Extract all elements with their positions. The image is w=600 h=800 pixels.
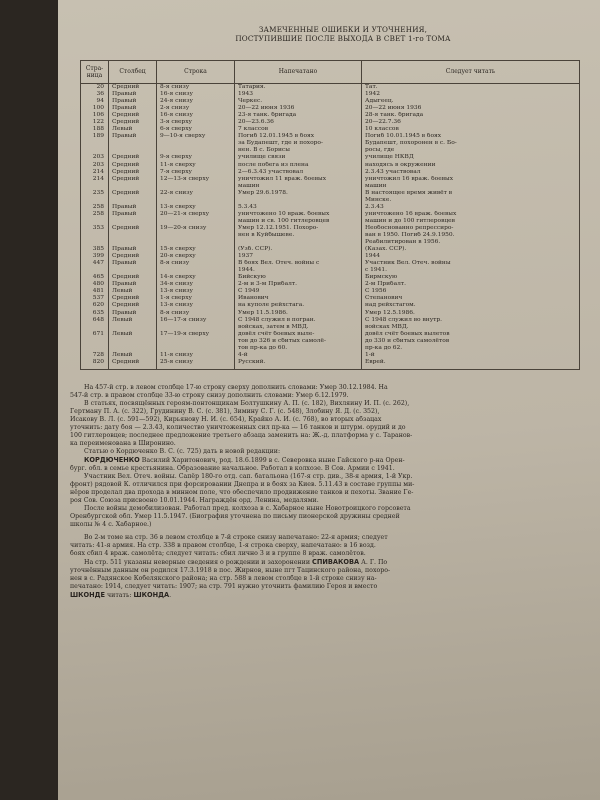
cell-page: 353: [81, 225, 109, 232]
cell-col: Средний: [109, 154, 157, 161]
table-row: [81, 218, 580, 225]
cell-line: 25-я снизу: [157, 359, 235, 370]
note-line: После войны демобилизован. Работал пред. колхоза в с. Хабарное ныне Новотроицкого горсовета: [84, 505, 411, 512]
cell-correct: (Казах. ССР).: [362, 246, 580, 253]
cell-printed: 2—6.3.43 участвовал: [235, 169, 362, 176]
note-line: В статьях, посвящённых героям-понтонщикам Болтушкину А. П. (с. 182), Вихляину И. П. (с. 262),: [84, 400, 410, 407]
cell-printed: Умер 12.12.1951. Похоро-: [235, 225, 362, 232]
table-row: [81, 288, 580, 295]
cell-col: Средний: [109, 84, 157, 92]
cell-printed: Иванович: [235, 295, 362, 302]
cell-col: Левый: [109, 317, 157, 324]
cell-printed: 5.3.43: [235, 204, 362, 211]
cell-line: [157, 338, 235, 345]
cell-correct: уничтожил 16 враж. боевых: [362, 176, 580, 183]
cell-printed: 20—23.6.36: [235, 119, 362, 126]
note-line: нёров проделал два прохода в минном поле, что обеспечило продвижение танков и пехоты. Звание Ге-: [70, 489, 414, 496]
cell-page: 189: [81, 133, 109, 140]
cell-col: Правый: [109, 246, 157, 253]
cell-page: 214: [81, 169, 109, 176]
cell-page: 399: [81, 253, 109, 260]
table-row: [81, 162, 580, 169]
errata-body: [81, 84, 580, 370]
cell-page: 122: [81, 119, 109, 126]
cell-page: [81, 140, 109, 147]
cell-page: [81, 218, 109, 225]
cell-line: 11-я сверху: [157, 162, 235, 169]
cell-correct: ван в 1950. Погиб 24.9.1950.: [362, 232, 580, 239]
cell-line: [157, 140, 235, 147]
cell-printed: Черкес.: [235, 98, 362, 105]
cell-printed: довёл счёт боевых выле-: [235, 331, 362, 338]
cell-line: 2-я снизу: [157, 105, 235, 112]
note-line: фронт) рядовой К. отличился при форсировании Днепра и в боях за Киев. 5.11.43 в составе группы ми-: [70, 481, 415, 488]
cell-correct: 1-й: [362, 352, 580, 359]
note-line: читать: 41-я армия. На стр. 338 в правом столбце, 1-я строка сверху, напечатано: в 16 возд.: [70, 542, 376, 549]
cell-col: [109, 345, 157, 352]
table-row: [81, 345, 580, 352]
cell-printed: тов пр-ка до 60.: [235, 345, 362, 352]
cell-correct: Участник Вел. Отеч. войны: [362, 260, 580, 267]
cell-col: [109, 267, 157, 274]
cell-correct: войсках МВД.: [362, 324, 580, 331]
table-row: [81, 112, 580, 119]
table-row: [81, 84, 580, 92]
table-row: [81, 295, 580, 302]
cell-printed: 4-й: [235, 352, 362, 359]
cell-printed: уничтожено 10 враж. боевых: [235, 211, 362, 218]
table-row: [81, 190, 580, 197]
table-row: [81, 133, 580, 140]
note-line: Исакову В. Л. (с. 591—592), Кирьянову Н. И. (с. 654), Крайко А. И. (с. 768), во вторых абзацах: [70, 416, 382, 423]
cell-correct: Реабилитирован в 1956.: [362, 239, 580, 246]
cell-page: 620: [81, 302, 109, 309]
cell-correct: находясь в окружении: [362, 162, 580, 169]
cell-col: Левый: [109, 126, 157, 133]
cell-col: Правый: [109, 98, 157, 105]
cell-correct: Погиб 10.01.1945 в боях: [362, 133, 580, 140]
cell-printed: уничтожил 11 враж. боевых: [235, 176, 362, 183]
cell-col: Правый: [109, 91, 157, 98]
table-row: [81, 274, 580, 281]
cell-line: 7-я сверху: [157, 169, 235, 176]
note-line: печатано: 1914, следует читать: 1907; на стр. 791 нужно уточнить фамилию Героя и вместо: [70, 583, 378, 590]
cell-correct: 2-м Прибалт.: [362, 281, 580, 288]
note-line: роя Сов. Союза присвоено 10.01.1944. Награждён орд. Ленина, медалями.: [70, 497, 319, 504]
note-line: На 457-й стр. в левом столбце 17-ю строку сверху дополнить словами: Умер 30.12.1984. На: [84, 384, 388, 391]
cell-correct: Бирмскую: [362, 274, 580, 281]
cell-line: 24-я снизу: [157, 98, 235, 105]
cell-line: 17—19-я сверху: [157, 331, 235, 338]
note-line: Во 2-м томе на стр. 36 в левом столбце в 7-й строке снизу напечатано: 22-я армия; следует: [84, 534, 388, 541]
cell-line: [157, 147, 235, 154]
cell-col: Средний: [109, 302, 157, 309]
table-row: [81, 359, 580, 370]
table-row: [81, 98, 580, 105]
cell-page: [81, 239, 109, 246]
cell-printed: Татария.: [235, 84, 362, 92]
note-line: уточнить: дату боя — 2.3.43, количество уничтоженных сил пр-ка — 16 танков и штурм. орудий и до: [70, 424, 406, 431]
cell-printed: войсках, затем в МВД.: [235, 324, 362, 331]
cell-correct: машин и до 100 гитлеровцев: [362, 218, 580, 225]
cell-correct: 1942: [362, 91, 580, 98]
cell-col: Средний: [109, 359, 157, 370]
cell-printed: С 1949: [235, 288, 362, 295]
cell-printed: 2-м и 3-м Прибалт.: [235, 281, 362, 288]
table-row: [81, 197, 580, 204]
cell-page: 214: [81, 176, 109, 183]
cell-page: 258: [81, 211, 109, 218]
cell-printed: 1937: [235, 253, 362, 260]
cell-correct: уничтожено 16 враж. боевых: [362, 211, 580, 218]
cell-line: 6-я сверху: [157, 126, 235, 133]
cell-correct: росы, где: [362, 147, 580, 154]
cell-page: 480: [81, 281, 109, 288]
table-row: [81, 126, 580, 133]
cell-col: Средний: [109, 162, 157, 169]
note-line: ка переименована в Широнино.: [70, 440, 176, 447]
cell-line: [157, 267, 235, 274]
cell-page: [81, 147, 109, 154]
cell-col: [109, 232, 157, 239]
cell-printed: тов до 326 и сбитых самолё-: [235, 338, 362, 345]
table-row: [81, 239, 580, 246]
cell-page: 203: [81, 154, 109, 161]
table-row: [81, 331, 580, 338]
cell-page: 465: [81, 274, 109, 281]
cell-line: 13-я снизу: [157, 302, 235, 309]
cell-line: 16—17-я снизу: [157, 317, 235, 324]
note-line: Участник Вел. Отеч. войны. Сапёр 180-го отд. сап. батальона (167-я стр. див., 38-я армия, 1-й Укр.: [84, 473, 413, 480]
table-row: [81, 352, 580, 359]
cell-correct: училище НКВД: [362, 154, 580, 161]
column-header: Напечатано: [235, 61, 362, 84]
cell-page: [81, 324, 109, 331]
cell-correct: Необоснованно репрессиро-: [362, 225, 580, 232]
note-line: 547-й стр. в правом столбце 33-ю строку снизу дополнить словами: Умер 6.12.1979.: [70, 392, 349, 399]
cell-line: 16-я снизу: [157, 112, 235, 119]
cell-printed: Умер 29.6.1978.: [235, 190, 362, 197]
table-row: [81, 119, 580, 126]
cell-correct: машин: [362, 183, 580, 190]
column-header: Строка: [157, 61, 235, 84]
cell-printed: после побега из плена: [235, 162, 362, 169]
cell-col: Правый: [109, 281, 157, 288]
cell-printed: на куполе рейхстага.: [235, 302, 362, 309]
page-header: [208, 26, 478, 43]
note-line: КОРДЮЧЕНКО Василий Харитонович, род. 18.6.1899 в с. Северовка ныне Гайского р-на Орен-: [84, 456, 405, 464]
header-line-1: ЗАМЕЧЕННЫЕ ОШИБКИ И УТОЧНЕНИЯ,: [258, 25, 428, 34]
note-line: боях сбил 4 враж. самолёта; следует читать: сбил лично 3 и в группе 8 враж. самолётов.: [70, 550, 366, 557]
cell-line: [157, 345, 235, 352]
cell-printed: за Будапешт, где и похоро-: [235, 140, 362, 147]
cell-col: Средний: [109, 274, 157, 281]
cell-col: [109, 183, 157, 190]
header-line-2: ПОСТУПИВШИЕ ПОСЛЕ ВЫХОДА В СВЕТ 1-го ТОМА: [235, 33, 451, 43]
cell-col: [109, 338, 157, 345]
table-row: [81, 260, 580, 267]
cell-correct: Степанович: [362, 295, 580, 302]
cell-correct: Будапешт, похоронен в с. Бо-: [362, 140, 580, 147]
cell-printed: С 1948 служил в погран.: [235, 317, 362, 324]
cell-line: 15-я сверху: [157, 246, 235, 253]
table-row: [81, 246, 580, 253]
errata-header-row: [81, 61, 580, 84]
cell-col: [109, 140, 157, 147]
cell-page: 635: [81, 310, 109, 317]
note-line: уточнённым данным он родился 17.3.1918 в пос. Жирнов, ныне пгт Тацинского района, похоро-: [70, 567, 391, 574]
cell-col: Средний: [109, 112, 157, 119]
table-row: [81, 281, 580, 288]
note-line: На стр. 511 указаны неверные сведения о рождении и захоронении СПИВАКОВА А. Г. По: [84, 558, 388, 566]
cell-correct: 2.3.43 участвовал: [362, 169, 580, 176]
cell-line: [157, 197, 235, 204]
cell-page: [81, 338, 109, 345]
cell-line: 9—10-я сверху: [157, 133, 235, 140]
book-page: [58, 0, 600, 800]
cell-line: 22-я снизу: [157, 190, 235, 197]
cell-col: [109, 239, 157, 246]
table-row: [81, 232, 580, 239]
cell-col: Средний: [109, 169, 157, 176]
cell-correct: Адыгеец.: [362, 98, 580, 105]
cell-col: Средний: [109, 295, 157, 302]
table-row: [81, 211, 580, 218]
cell-printed: машин и св. 100 гитлеровцев: [235, 218, 362, 225]
cell-printed: 20—22 июня 1936: [235, 105, 362, 112]
cell-line: 8-я снизу: [157, 84, 235, 92]
cell-col: Левый: [109, 288, 157, 295]
cell-printed: Погиб 12.01.1945 в боях: [235, 133, 362, 140]
cell-page: [81, 345, 109, 352]
cell-correct: Минске.: [362, 197, 580, 204]
cell-col: [109, 218, 157, 225]
table-row: [81, 324, 580, 331]
cell-printed: Русский.: [235, 359, 362, 370]
cell-correct: 28-я танк. бригада: [362, 112, 580, 119]
note-line: бург. обл. в семье крестьянина. Образование начальное. Работал в колхозе. В Сов. Армии с 1941.: [70, 465, 395, 472]
cell-col: Правый: [109, 133, 157, 140]
cell-line: [157, 218, 235, 225]
table-row: [81, 176, 580, 183]
cell-printed: Бийскую: [235, 274, 362, 281]
cell-correct: В настоящее время живёт в: [362, 190, 580, 197]
column-header: Столбец: [109, 61, 157, 84]
cell-page: 94: [81, 98, 109, 105]
cell-line: 13-я снизу: [157, 288, 235, 295]
cell-correct: 10 классов: [362, 126, 580, 133]
cell-col: Левый: [109, 331, 157, 338]
cell-page: 20: [81, 84, 109, 92]
cell-page: [81, 197, 109, 204]
cell-line: 20-я сверху: [157, 253, 235, 260]
cell-printed: машин: [235, 183, 362, 190]
cell-col: Правый: [109, 310, 157, 317]
cell-page: 36: [81, 91, 109, 98]
cell-printed: Умер 11.5.1986.: [235, 310, 362, 317]
cell-printed: 23-я танк. бригада: [235, 112, 362, 119]
cell-line: 3-я сверху: [157, 119, 235, 126]
table-row: [81, 147, 580, 154]
table-row: [81, 140, 580, 147]
cell-col: Средний: [109, 119, 157, 126]
cell-col: Средний: [109, 225, 157, 232]
cell-correct: над рейхстагом.: [362, 302, 580, 309]
cell-printed: нен. В с. Борисы: [235, 147, 362, 154]
cell-page: 481: [81, 288, 109, 295]
cell-page: 100: [81, 105, 109, 112]
cell-line: 8-я снизу: [157, 310, 235, 317]
cell-line: [157, 324, 235, 331]
cell-correct: 1944: [362, 253, 580, 260]
cell-col: [109, 324, 157, 331]
cell-page: 820: [81, 359, 109, 370]
table-row: [81, 310, 580, 317]
cell-line: 1-я сверху: [157, 295, 235, 302]
cell-correct: 20—22 июня 1936: [362, 105, 580, 112]
cell-col: Средний: [109, 190, 157, 197]
note-line: ШКОНДЕ читать: ШКОНДА.: [70, 591, 172, 599]
cell-line: 13-я сверху: [157, 204, 235, 211]
cell-printed: [235, 239, 362, 246]
cell-line: 8-я снизу: [157, 260, 235, 267]
cell-col: Средний: [109, 253, 157, 260]
cell-page: [81, 183, 109, 190]
table-row: [81, 253, 580, 260]
cell-printed: 7 классов: [235, 126, 362, 133]
cell-correct: Тат.: [362, 84, 580, 92]
cell-correct: до 330 и сбитых самолётов: [362, 338, 580, 345]
cell-correct: С 1956: [362, 288, 580, 295]
cell-page: 671: [81, 331, 109, 338]
cell-col: [109, 197, 157, 204]
cell-page: 385: [81, 246, 109, 253]
cell-line: 9-я сверху: [157, 154, 235, 161]
cell-page: 188: [81, 126, 109, 133]
table-row: [81, 204, 580, 211]
cell-line: 19—20-я снизу: [157, 225, 235, 232]
cell-page: [81, 267, 109, 274]
cell-line: 20—21-я сверху: [157, 211, 235, 218]
table-row: [81, 225, 580, 232]
cell-printed: 1943: [235, 91, 362, 98]
column-header: Следует читать: [362, 61, 580, 84]
table-row: [81, 338, 580, 345]
cell-page: 235: [81, 190, 109, 197]
cell-col: Средний: [109, 176, 157, 183]
table-row: [81, 91, 580, 98]
cell-col: [109, 147, 157, 154]
cell-line: 34-я снизу: [157, 281, 235, 288]
cell-page: 537: [81, 295, 109, 302]
table-row: [81, 154, 580, 161]
cell-line: 11-я снизу: [157, 352, 235, 359]
cell-correct: 20—22.7.36: [362, 119, 580, 126]
cell-page: 648: [81, 317, 109, 324]
table-row: [81, 267, 580, 274]
cell-line: 12—13-я сверху: [157, 176, 235, 183]
cell-col: Правый: [109, 260, 157, 267]
table-row: [81, 317, 580, 324]
errata-notes: [70, 384, 598, 600]
cell-correct: Еврей.: [362, 359, 580, 370]
cell-printed: училище связи: [235, 154, 362, 161]
cell-correct: с 1941.: [362, 267, 580, 274]
cell-printed: нен в Куйбышеве.: [235, 232, 362, 239]
cell-line: [157, 239, 235, 246]
note-line: Оренбургской обл. Умер 11.5.1947. (Биография уточнена по письму пионерской дружины средней: [70, 513, 400, 520]
cell-line: 14-я сверху: [157, 274, 235, 281]
cell-col: Правый: [109, 211, 157, 218]
cell-printed: В боях Вел. Отеч. войны с: [235, 260, 362, 267]
cell-line: 16-я снизу: [157, 91, 235, 98]
column-header: Стра- ница: [81, 61, 109, 84]
cell-printed: 1944.: [235, 267, 362, 274]
cell-line: [157, 232, 235, 239]
note-line: Гертману П. А. (с. 322), Грудинину В. С. (с. 381), Зимину С. Г. (с. 548), Злобину Я. Д. (с. 352),: [70, 408, 380, 415]
table-row: [81, 302, 580, 309]
table-row: [81, 183, 580, 190]
cell-correct: Умер 12.5.1986.: [362, 310, 580, 317]
note-line: Статью о Кордюченко В. С. (с. 725) дать в новой редакции:: [84, 448, 281, 455]
cell-printed: [235, 197, 362, 204]
errata-table: [80, 60, 580, 370]
cell-page: 258: [81, 204, 109, 211]
cell-correct: 2.3.43: [362, 204, 580, 211]
cell-page: 106: [81, 112, 109, 119]
note-line: 100 гитлеровцев; последнее предложение третьего абзаца заменить на: Ж.-д. платформа у с. Таранов-: [70, 432, 413, 439]
cell-correct: пр-ка до 62.: [362, 345, 580, 352]
note-line: школы № 4 с. Хабарное.): [70, 521, 152, 528]
cell-page: 203: [81, 162, 109, 169]
cell-printed: (Узб. ССР).: [235, 246, 362, 253]
table-row: [81, 105, 580, 112]
note-line: нен в с. Радянское Кобелякского района; на стр. 588 в левом столбце в 1-й строке снизу на-: [70, 575, 377, 582]
cell-col: Правый: [109, 105, 157, 112]
cell-line: [157, 183, 235, 190]
cell-page: [81, 232, 109, 239]
cell-col: Правый: [109, 204, 157, 211]
table-row: [81, 169, 580, 176]
cell-col: Левый: [109, 352, 157, 359]
cell-correct: довёл счёт боевых вылетов: [362, 331, 580, 338]
cell-page: 728: [81, 352, 109, 359]
cell-page: 447: [81, 260, 109, 267]
cell-correct: С 1948 служил во внутр.: [362, 317, 580, 324]
